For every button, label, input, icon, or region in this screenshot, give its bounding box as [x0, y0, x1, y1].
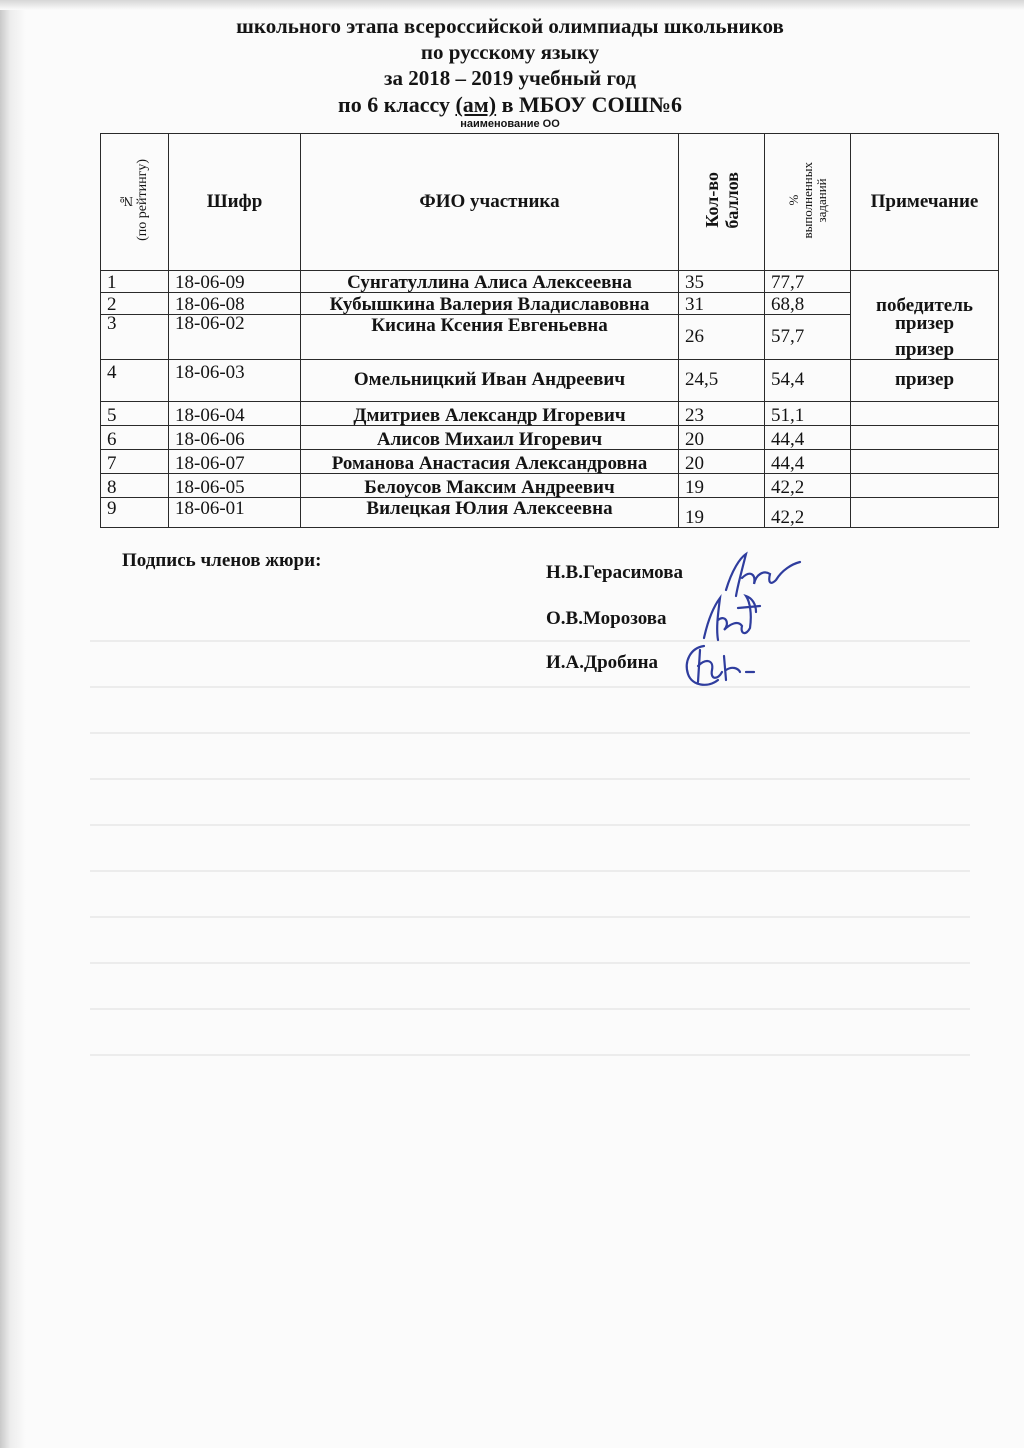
code-cell: 18-06-05 [169, 473, 301, 497]
note-cell [851, 449, 999, 473]
percent-cell: 44,4 [765, 425, 851, 449]
code-cell: 18-06-04 [169, 401, 301, 425]
note-text: призер [894, 338, 955, 360]
score-header-line1: Кол-во [701, 172, 722, 228]
name-cell: Вилецкая Юлия Алексеевна [301, 497, 679, 527]
table-row [101, 497, 999, 527]
title-line-1: школьного этапа всероссийской олимпиады школьников [236, 14, 784, 38]
code-cell: 18-06-01 [169, 497, 301, 527]
percent-cell: 57,7 [765, 315, 851, 360]
percent-cell: 51,1 [765, 401, 851, 425]
jury-signature-label: Подпись членов жюри: [122, 550, 322, 571]
jury-member-name: И.А.Дробина [546, 652, 659, 673]
rank-cell: 4 [101, 359, 169, 401]
rank-cell: 7 [101, 449, 169, 473]
rank-header-note: (по рейтингу) [134, 159, 150, 241]
title-line-4-prefix: по 6 классу [338, 92, 456, 117]
rank-cell: 3 [101, 315, 169, 360]
rank-cell: 2 [101, 293, 169, 315]
code-cell: 18-06-02 [169, 315, 301, 360]
name-cell: Кисина Ксения Евгеньевна [301, 315, 679, 360]
title-line-2: по русскому языку [420, 40, 600, 64]
note-cell [851, 401, 999, 425]
table-row [101, 271, 999, 293]
column-header-code: Шифр [169, 134, 301, 271]
name-cell: Романова Анастасия Александровна [301, 449, 679, 473]
score-cell: 19 [679, 497, 765, 527]
rank-cell: 9 [101, 497, 169, 527]
title-line-4-underlined: (ам) [455, 92, 497, 117]
name-cell: Белоусов Максим Андреевич [301, 473, 679, 497]
note-cell: победитель [851, 271, 999, 315]
table-row [101, 401, 999, 425]
table-header-row [101, 134, 999, 271]
title-line-3: за 2018 – 2019 учебный год [384, 66, 636, 90]
code-cell: 18-06-09 [169, 271, 301, 293]
score-header-line2: баллов [721, 171, 742, 229]
rank-cell: 6 [101, 425, 169, 449]
scan-left-edge-shadow [0, 0, 26, 1448]
handwritten-signature-3 [680, 636, 764, 692]
table-row [101, 473, 999, 497]
name-cell: Омельницкий Иван Андреевич [301, 359, 679, 401]
note-text: призер [894, 312, 955, 334]
percent-header-line1: % [785, 194, 801, 206]
title-line-4 [60, 92, 960, 118]
code-cell: 18-06-03 [169, 359, 301, 401]
score-cell: 26 [679, 315, 765, 360]
score-cell: 35 [679, 271, 765, 293]
percent-cell: 54,4 [765, 359, 851, 401]
results-table [100, 133, 999, 528]
jury-member-name: О.В.Морозова [546, 608, 667, 629]
bleed-through-texture [90, 640, 970, 1060]
name-cell: Сунгатуллина Алиса Алексеевна [301, 271, 679, 293]
code-cell: 18-06-07 [169, 449, 301, 473]
score-cell: 31 [679, 293, 765, 315]
score-cell: 24,5 [679, 359, 765, 401]
note-cell [851, 497, 999, 527]
title-line-4-suffix: в МБОУ СОШ№6 [496, 92, 682, 117]
percent-cell: 44,4 [765, 449, 851, 473]
percent-header-line3: заданий [813, 177, 829, 223]
note-cell [851, 473, 999, 497]
percent-header-line2: выполненных [799, 161, 815, 239]
table-row [101, 425, 999, 449]
rank-cell: 1 [101, 271, 169, 293]
name-cell: Дмитриев Александр Игоревич [301, 401, 679, 425]
table-row [101, 449, 999, 473]
percent-cell: 68,8 [765, 293, 851, 315]
name-cell: Алисов Михаил Игоревич [301, 425, 679, 449]
rank-cell: 5 [101, 401, 169, 425]
score-cell: 20 [679, 425, 765, 449]
jury-member-name: Н.В.Герасимова [546, 562, 683, 583]
column-header-score [679, 134, 765, 271]
note-cell: призер [851, 359, 999, 401]
score-cell: 19 [679, 473, 765, 497]
name-cell: Кубышкина Валерия Владиславовна [301, 293, 679, 315]
percent-cell: 42,2 [765, 473, 851, 497]
table-row [101, 315, 999, 360]
table-row [101, 359, 999, 401]
rank-cell: 8 [101, 473, 169, 497]
org-caption: наименование ОО [460, 118, 560, 130]
column-header-percent [765, 134, 851, 271]
scan-top-edge-shadow [0, 0, 1024, 10]
score-cell: 23 [679, 401, 765, 425]
column-header-rank [101, 134, 169, 271]
column-header-note: Примечание [851, 134, 999, 271]
percent-cell: 42,2 [765, 497, 851, 527]
note-cell [851, 425, 999, 449]
score-cell: 20 [679, 449, 765, 473]
column-header-name: ФИО участника [301, 134, 679, 271]
code-cell: 18-06-06 [169, 425, 301, 449]
percent-cell: 77,7 [765, 271, 851, 293]
note-cell [851, 312, 999, 360]
rank-header-symbol: № [118, 192, 134, 208]
code-cell: 18-06-08 [169, 293, 301, 315]
